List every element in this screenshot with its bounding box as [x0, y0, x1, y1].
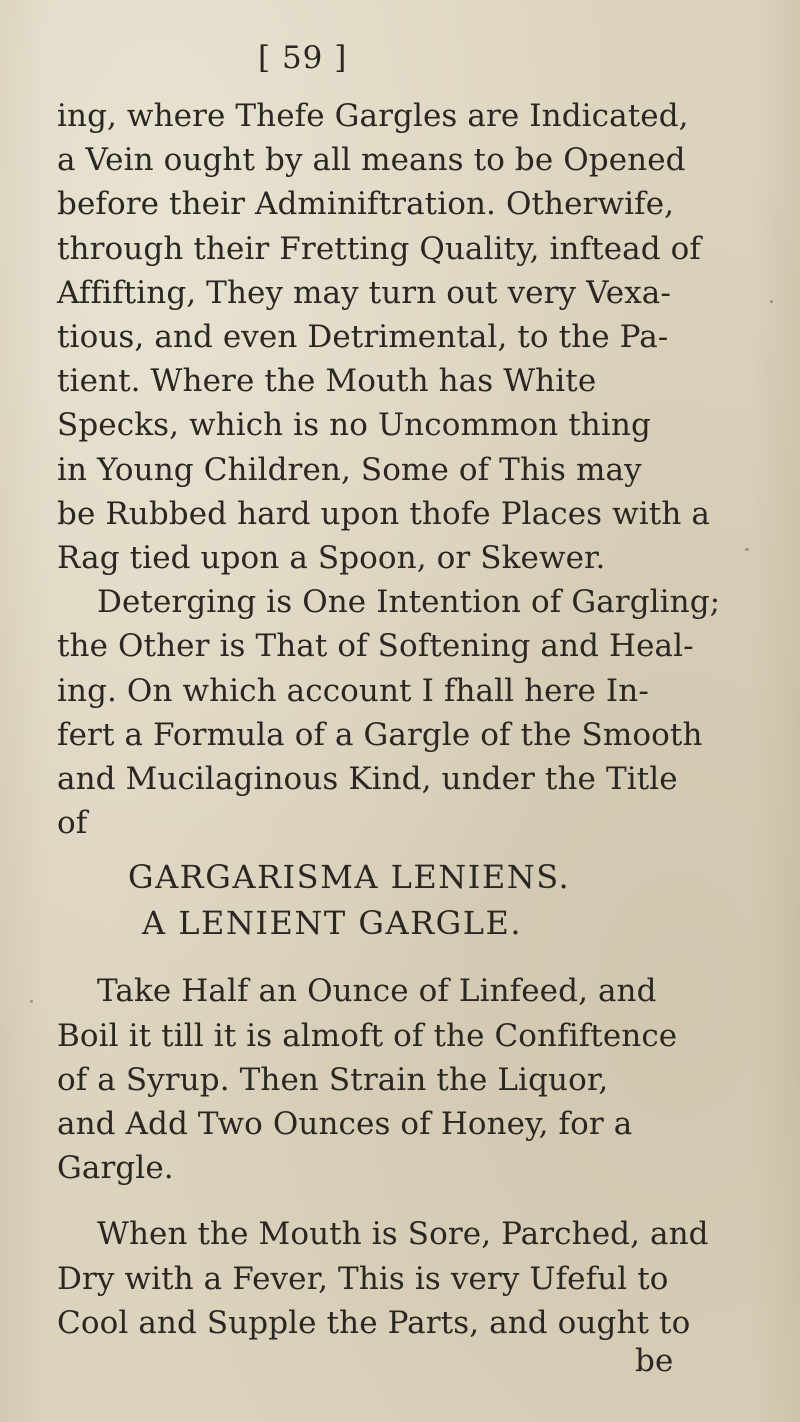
page-number: [ 59 ] [258, 40, 348, 76]
text-line: Gargle. [57, 1150, 174, 1187]
paper-speck [745, 548, 749, 551]
text-line: Specks, which is no Uncommon thing [57, 407, 651, 444]
text-line: through their Fretting Quality, inftead of [57, 230, 701, 267]
text-line: ing, where Thefe Gargles are Indicated, [57, 98, 689, 134]
text-line: When the Mouth is Sore, Parched, and [97, 1216, 709, 1253]
text-line: before their Adminiftration. Otherwife, [57, 186, 675, 223]
text-line: Rag tied upon a Spoon, or Skewer. [57, 540, 606, 576]
text-line: of a Syrup. Then Strain the Liquor, [57, 1061, 609, 1098]
text-line: ing. On which account I fhall here In- [57, 672, 649, 709]
text-line: and Add Two Ounces of Honey, for a [57, 1106, 633, 1142]
text-line: fert a Formula of a Gargle of the Smooth [57, 716, 703, 753]
text-line: of [57, 805, 88, 842]
text-line: in Young Children, Some of This may [57, 451, 642, 488]
text-line: tious, and even Detrimental, to the Pa- [57, 319, 669, 355]
recipe-subtitle: A LENIENT GARGLE. [142, 904, 523, 943]
text-line: Take Half an Ounce of Linfeed, and [97, 973, 657, 1010]
recipe-title: GARGARISMA LENIENS. [128, 858, 571, 897]
text-line: tient. Where the Mouth has White [57, 363, 597, 400]
paper-speck [770, 300, 773, 303]
page-header [0, 40, 800, 84]
text-line: the Other is That of Softening and Heal- [57, 628, 694, 665]
text-line: Cool and Supple the Parts, and ought to [57, 1304, 691, 1341]
text-line: Boil it till it is almoft of the Confiftence [57, 1017, 678, 1054]
text-line: Deterging is One Intention of Gargling; [97, 584, 721, 621]
text-line: be Rubbed hard upon thofe Places with a [57, 495, 710, 532]
text-line: Affifting, They may turn out very Vexa- [57, 274, 671, 311]
catchword: be [635, 1343, 674, 1379]
text-line: Dry with a Fever, This is very Ufeful to [57, 1260, 669, 1297]
paper-speck [30, 1000, 33, 1003]
text-line: and Mucilaginous Kind, under the Title [57, 761, 678, 797]
text-line: a Vein ought by all means to be Opened [57, 142, 686, 179]
